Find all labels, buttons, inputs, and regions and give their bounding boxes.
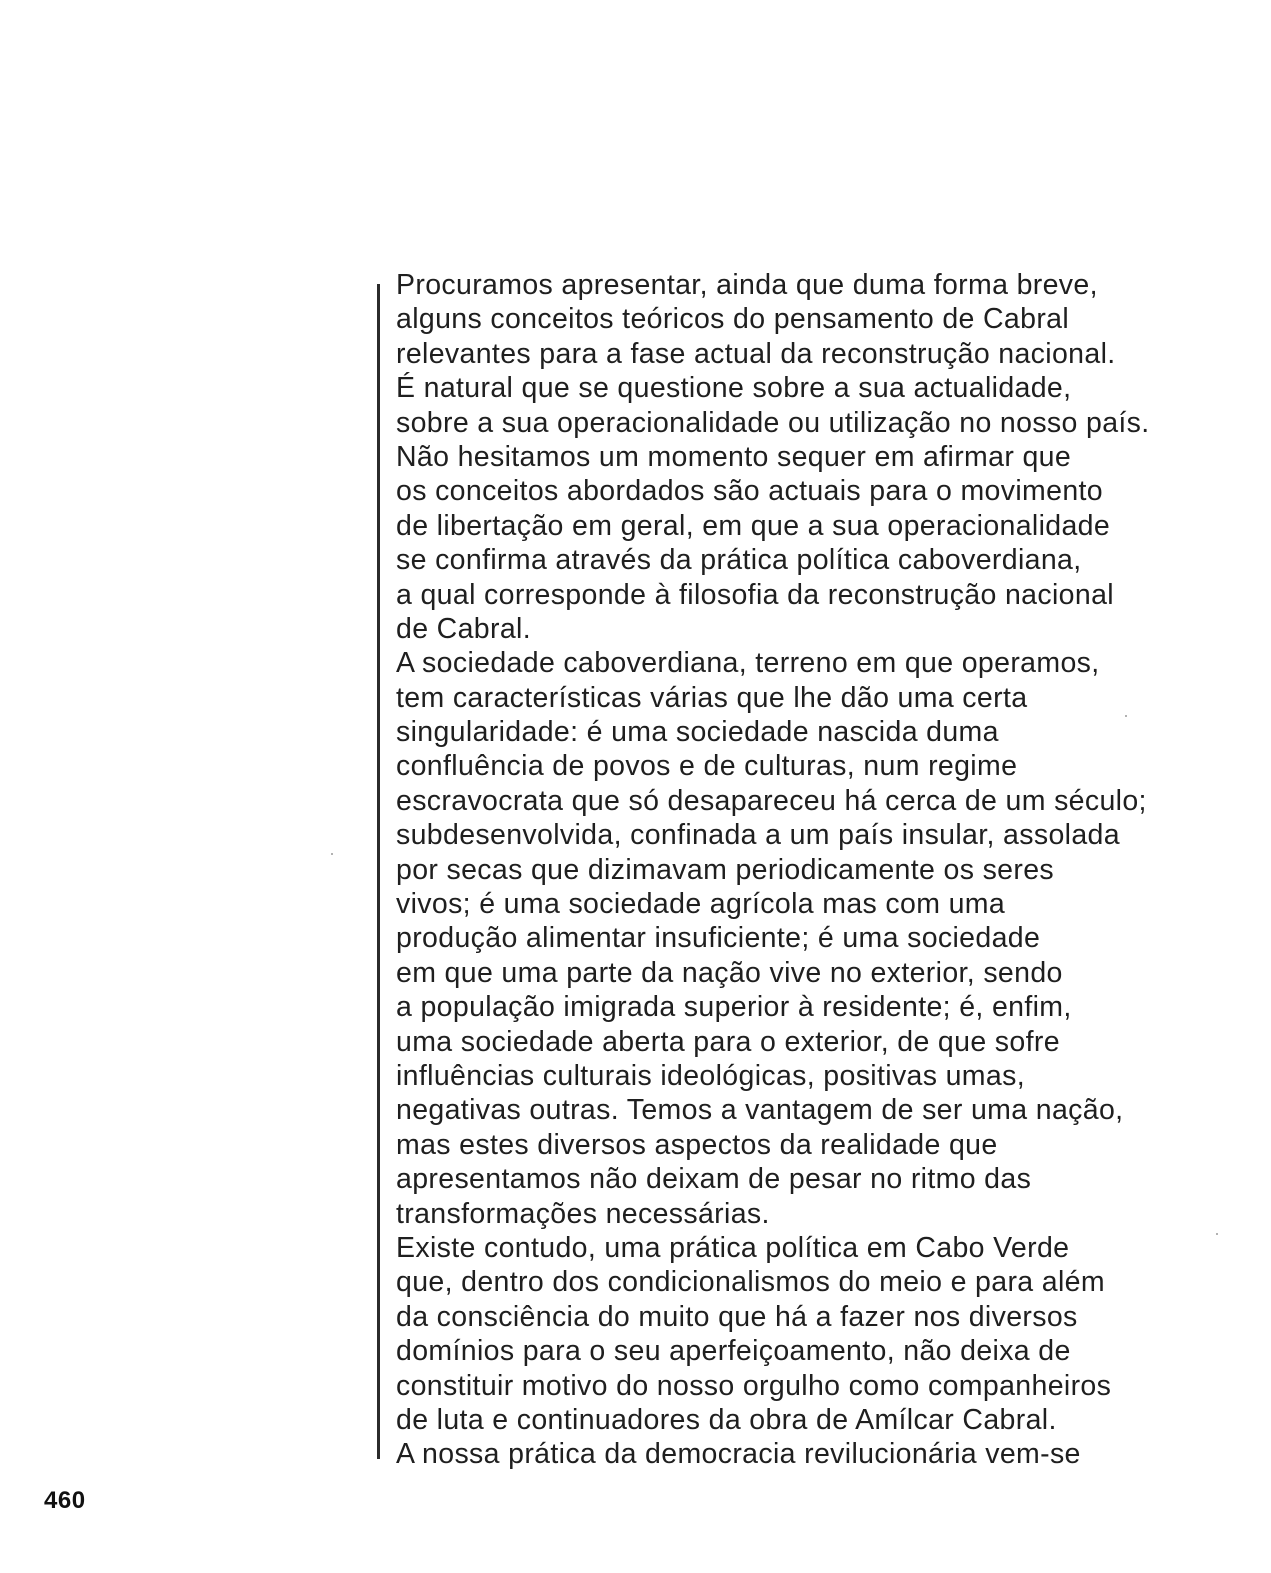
text-line: transformações necessárias. [396,1197,770,1230]
text-line: singularidade: é uma sociedade nascida duma [396,716,999,749]
text-line: uma sociedade aberta para o exterior, de que sofre [396,1025,1060,1058]
text-line: se confirma através da prática política caboverdiana, [396,544,1082,577]
scan-speck [331,853,333,855]
text-line: em que uma parte da nação vive no exterior, sendo [396,956,1063,989]
text-line: É natural que se questione sobre a sua actualidade, [396,372,1072,405]
text-line: os conceitos abordados são actuais para o movimento [396,475,1103,508]
text-line: constituir motivo do nosso orgulho como companheiros [396,1369,1112,1402]
scan-speck [1125,715,1127,717]
text-line: por secas que dizimavam periodicamente os seres [396,853,1055,886]
text-line: Não hesitamos um momento sequer em afirmar que [396,440,1072,473]
text-line: domínios para o seu aperfeiçoamento, não deixa de [396,1335,1071,1368]
scan-speck [1216,1233,1218,1235]
text-line: negativas outras. Temos a vantagem de ser uma nação, [396,1094,1124,1127]
text-line: produção alimentar insuficiente; é uma sociedade [396,922,1041,955]
text-line: a qual corresponde à filosofia da reconstrução nacional [396,578,1114,611]
margin-rule [377,284,380,1459]
text-line: sobre a sua operacionalidade ou utilização no nosso país. [396,406,1150,439]
text-line: A sociedade caboverdiana, terreno em que operamos, [396,647,1100,680]
body-text [396,268,1246,1472]
text-line: Procuramos apresentar, ainda que duma forma breve, [396,269,1098,301]
page-number: 460 [44,1487,86,1514]
text-line: de Cabral. [396,612,531,645]
text-line: mas estes diversos aspectos da realidade que [396,1128,998,1161]
text-line: de libertação em geral, em que a sua operacionalidade [396,509,1111,542]
text-line: relevantes para a fase actual da reconstrução nacional. [396,337,1116,370]
text-line: Existe contudo, uma prática política em Cabo Verde [396,1231,1070,1264]
text-line: vivos; é uma sociedade agrícola mas com uma [396,888,1006,921]
text-line: da consciência do muito que há a fazer nos diversos [396,1300,1078,1333]
text-line: A nossa prática da democracia revilucionária vem-se [396,1438,1081,1471]
text-line: a população imigrada superior à residente; é, enfim, [396,991,1072,1024]
text-line: subdesenvolvida, confinada a um país insular, assolada [396,819,1120,852]
text-line: influências culturais ideológicas, positivas umas, [396,1059,1025,1092]
text-line: confluência de povos e de culturas, num regime [396,750,1018,783]
text-line: apresentamos não deixam de pesar no ritmo das [396,1163,1032,1196]
text-line: alguns conceitos teóricos do pensamento de Cabral [396,303,1070,336]
text-line: tem características várias que lhe dão uma certa [396,681,1028,714]
text-line: de luta e continuadores da obra de Amílcar Cabral. [396,1403,1057,1436]
text-line: que, dentro dos condicionalismos do meio e para além [396,1266,1105,1299]
text-line: escravocrata que só desapareceu há cerca de um século; [396,784,1147,817]
